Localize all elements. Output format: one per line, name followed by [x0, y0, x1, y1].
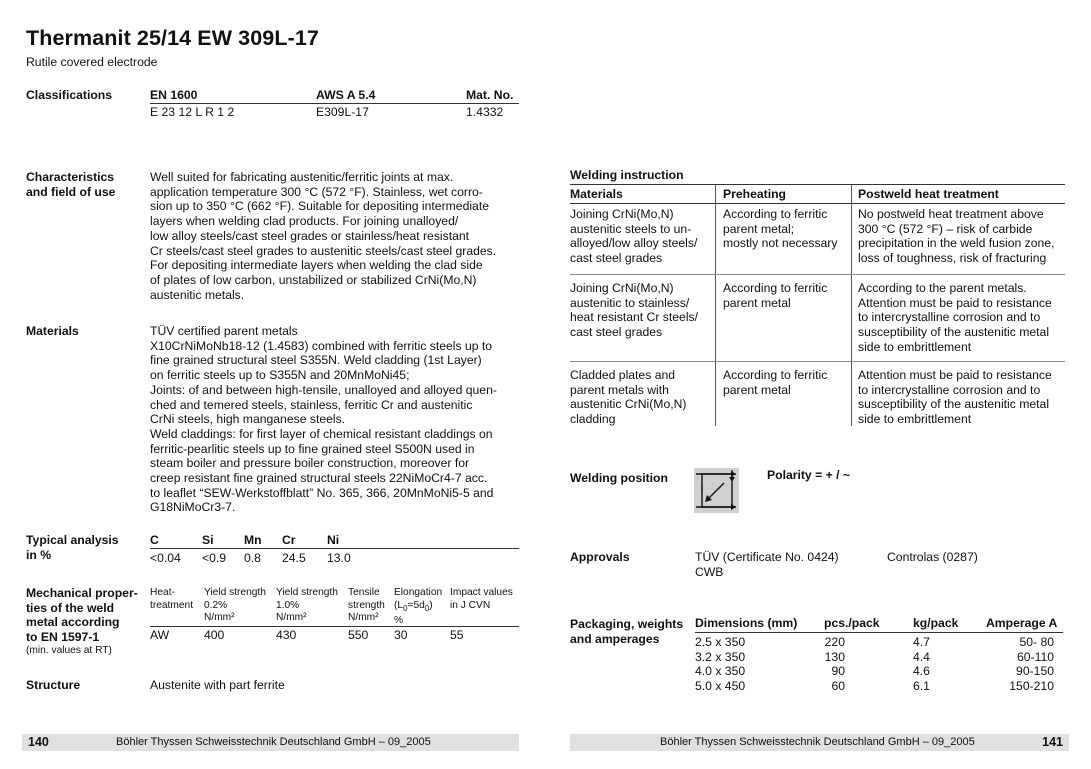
footer-left: [22, 734, 519, 751]
analysis-value-cr: 24.5: [282, 551, 306, 565]
wi-row2-postweld: According to the parent metals. Attention must be paid to resistance to intercrystalline corrosion and to susceptibility of the austenitic metal side to embrittlement: [858, 281, 1052, 354]
wi-header-preheating: Preheating: [723, 187, 786, 201]
classifications-label: Classifications: [26, 88, 113, 102]
characteristics-label: Characteristics and field of use: [26, 170, 116, 199]
mech-header-yield02: Yield strength 0.2% N/mm²: [204, 587, 266, 624]
mech-value-impact: 55: [450, 628, 464, 642]
wi-row2-rule: [570, 361, 1065, 362]
analysis-header-c: C: [150, 533, 159, 547]
structure-value: Austenite with part ferrite: [150, 678, 285, 692]
analysis-value-si: <0.9: [202, 551, 227, 565]
mech-header-impact: Impact values in J CVN: [450, 587, 513, 611]
footer-publisher-right: Böhler Thyssen Schweisstechnik Deutschland GmbH – 09_2005: [660, 736, 975, 748]
page-number-left: 140: [28, 735, 49, 749]
mech-value-yield02: 400: [204, 628, 225, 642]
classification-header-matno: Mat. No.: [466, 88, 514, 102]
materials-label: Materials: [26, 324, 79, 338]
pack-header-amperage: Amperage A: [986, 616, 1058, 630]
pack-pcs-col: 220 130 90 60: [824, 635, 845, 694]
mechanical-label: Mechanical proper- ties of the weld metal according to EN 1597-1: [26, 586, 138, 645]
mech-header-yield10: Yield strength 1.0% N/mm²: [276, 587, 338, 624]
page-number-right: 141: [1042, 735, 1063, 749]
classification-value-matno: 1.4332: [466, 105, 504, 119]
wi-divider-1: [715, 185, 716, 426]
analysis-header-si: Si: [202, 533, 214, 547]
welding-instruction-title: Welding instruction: [570, 168, 684, 182]
mech-value-tensile: 550: [348, 628, 369, 642]
wi-row2-materials: Joining CrNi(Mo,N) austenitic to stainless/ heat resistant Cr steels/ cast steel grades: [570, 281, 699, 340]
pack-dimensions-col: 2.5 x 350 3.2 x 350 4.0 x 350 5.0 x 450: [695, 635, 746, 694]
approvals-label: Approvals: [570, 550, 630, 564]
classification-value-aws: E309L-17: [316, 105, 369, 119]
wi-header-rule: [570, 203, 1065, 204]
packaging-label: Packaging, weights and amperages: [570, 617, 684, 646]
classification-value-en: E 23 12 L R 1 2: [150, 105, 235, 119]
materials-text: TÜV certified parent metals X10CrNiMoNb18-12 (1.4583) combined with ferritic steels up to fine grained structural steel S355N. Weld cladding (1st Layer) on ferritic steels up to S355N and 20MnMoNi45; Joints: of and between high-tensile, unalloyed and alloyed quen- ched and temered steels, stainless, ferritic Cr and austenitic CrNi steels, high manganese steels. Weld claddings: for first layer of chemical resistant claddings on ferritic-pearlitic steels up to fine grained steel S500N used in steam boiler and pressure boiler construction, moreover for creep resistant fine grained structural steels 22NiMoCr4-7 acc. to leaflet “SEW-Werkstoffblatt” No. 365, 366, 20MnMoNi5-5 and G18NiMoCr3-7.: [150, 324, 497, 515]
welding-position-label: Welding position: [570, 471, 668, 485]
analysis-value-c: <0.04: [150, 551, 181, 565]
mech-header-elongation: Elongation $(L_0=5d_0)$ %: [394, 587, 443, 627]
welding-position-icon: [694, 468, 739, 513]
footer-right: [570, 734, 1069, 751]
approval-tuv: TÜV (Certificate No. 0424): [695, 550, 839, 564]
classification-rule: [150, 103, 519, 104]
wi-top-rule: [570, 184, 1065, 185]
analysis-header-ni: Ni: [327, 533, 340, 547]
classification-header-en: EN 1600: [150, 88, 198, 102]
pack-header-kg: kg/pack: [913, 616, 959, 630]
mechanical-note: (min. values at RT): [26, 645, 112, 656]
analysis-rule: [150, 548, 519, 549]
analysis-value-mn: 0.8: [244, 551, 261, 565]
analysis-header-cr: Cr: [282, 533, 296, 547]
pack-amperage-col: 50- 80 60-110 90-150 150-210: [1009, 635, 1054, 694]
polarity-text: Polarity = + / ~: [767, 468, 850, 482]
footer-publisher-left: Böhler Thyssen Schweisstechnik Deutschland GmbH – 09_2005: [116, 736, 431, 748]
page-title: Thermanit 25/14 EW 309L-17: [26, 26, 319, 50]
approval-cwb: CWB: [695, 565, 724, 579]
wi-row1-preheating: According to ferritic parent metal; mostly not necessary: [723, 207, 838, 251]
mech-value-heat: AW: [150, 628, 170, 642]
classification-header-aws: AWS A 5.4: [316, 88, 376, 102]
mech-value-elongation: 30: [394, 628, 408, 642]
mech-value-yield10: 430: [276, 628, 297, 642]
mech-header-tensile: Tensile strength N/mm²: [348, 587, 385, 624]
wi-header-postweld: Postweld heat treatment: [858, 187, 999, 201]
wi-row3-materials: Cladded plates and parent metals with austenitic CrNi(Mo,N) cladding: [570, 368, 687, 427]
page-subtitle: Rutile covered electrode: [26, 55, 158, 69]
wi-row1-postweld: No postweld heat treatment above 300 °C (572 °F) – risk of carbide precipitation in the weld fusion zone, loss of toughness, risk of fracturing: [858, 207, 1055, 266]
analysis-header-mn: Mn: [244, 533, 262, 547]
characteristics-text: Well suited for fabricating austenitic/ferritic joints at max. application temperature 300 °C (572 °F). Stainless, wet corro- sion up to 350 °C (662 °F). Suitable for depositing intermediate layers when welding clad products. For joining unalloyed/ low alloy steels/cast steel grades or stainless/heat resistant Cr steels/cast steel grades to austenitic steels/cast steel grades. For depositing intermediate layers when welding the clad side of plates of low carbon, unstabilized or stabilized CrNi(Mo,N) austenitic metals.: [150, 170, 497, 302]
structure-label: Structure: [26, 678, 81, 692]
pack-kg-col: 4.7 4.4 4.6 6.1: [913, 635, 930, 694]
mech-header-heat: Heat- treatment: [150, 587, 194, 611]
mechanical-rule: [150, 626, 519, 627]
typical-analysis-label: Typical analysis in %: [26, 533, 119, 562]
analysis-value-ni: 13.0: [327, 551, 351, 565]
wi-divider-2: [851, 185, 852, 426]
pack-header-dimensions: Dimensions (mm): [695, 616, 798, 630]
approval-controlas: Controlas (0287): [887, 550, 978, 564]
pack-header-pcs: pcs./pack: [824, 616, 880, 630]
wi-row1-rule: [570, 274, 1065, 275]
wi-header-materials: Materials: [570, 187, 623, 201]
wi-row1-materials: Joining CrNi(Mo,N) austenitic steels to un- alloyed/low alloy steels/ cast steel grades: [570, 207, 698, 266]
packaging-rule: [695, 632, 1063, 633]
wi-row3-preheating: According to ferritic parent metal: [723, 368, 828, 397]
wi-row2-preheating: According to ferritic parent metal: [723, 281, 828, 310]
wi-row3-postweld: Attention must be paid to resistance to intercrystalline corrosion and to susceptibility of the austenitic metal side to embrittlement: [858, 368, 1052, 427]
